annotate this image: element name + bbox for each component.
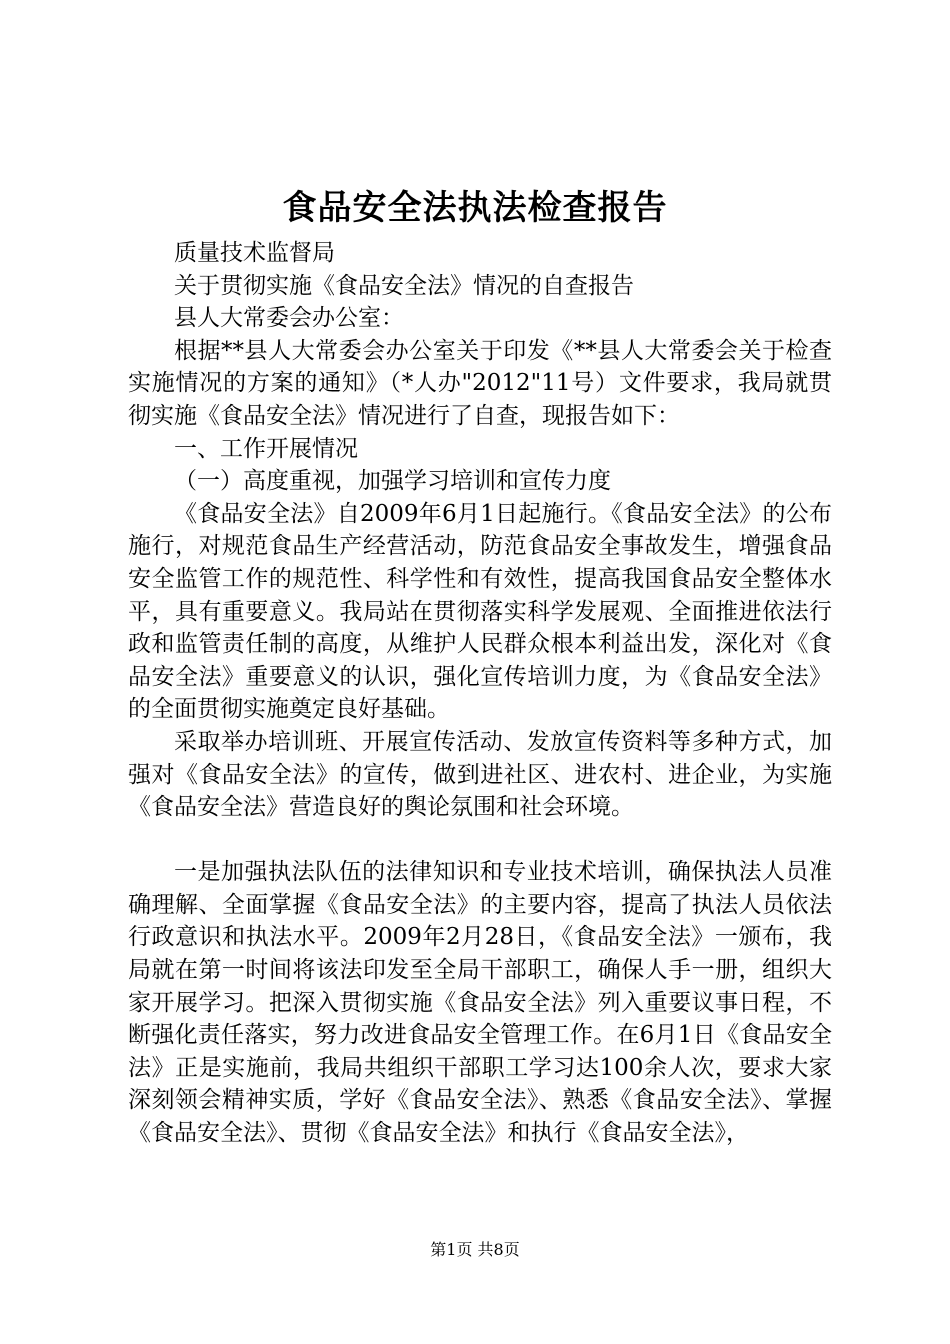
recipient-paragraph: 县人大常委会办公室： bbox=[174, 305, 404, 332]
paragraph-spacer bbox=[128, 824, 832, 857]
org-name-paragraph: 质量技术监督局 bbox=[174, 240, 335, 266]
subsection-heading: （一）高度重视，加强学习培训和宣传力度 bbox=[174, 468, 611, 495]
document-body bbox=[128, 237, 832, 1150]
intro-paragraph: 根据**县人大常委会办公室关于印发《**县人大常委会关于检查实施情况的方案的通知》（*人办"2012"11号）文件要求，我局就贯彻实施《食品安全法》情况进行了自查，现报告如下： bbox=[128, 337, 832, 429]
body-paragraph: 《食品安全法》自2009年6月1日起施行。《食品安全法》的公布施行，对规范食品生产经营活动，防范食品安全事故发生，增强食品安全监管工作的规范性、科学性和有效性，提高我国食品安全整体水平，具有重要意义。我局站在贯彻落实科学发展观、全面推进依法行政和监管责任制的高度，从维护人民群众根本利益出发，深化对《食品安全法》重要意义的认识，强化宣传培训力度，为《食品安全法》的全面贯彻实施奠定良好基础。 bbox=[128, 500, 832, 723]
report-subtitle-paragraph: 关于贯彻实施《食品安全法》情况的自查报告 bbox=[174, 272, 634, 299]
body-paragraph: 一是加强执法队伍的法律知识和专业技术培训，确保执法人员准确理解、全面掌握《食品安全法》的主要内容，提高了执法人员依法行政意识和执法水平。2009年2月28日，《食品安全法》一颁布，我局就在第一时间将该法印发至全局干部职工，确保人手一册，组织大家开展学习。把深入贯彻实施《食品安全法》列入重要议事日程，不断强化责任落实，努力改进食品安全管理工作。在6月1日《食品安全法》正是实施前，我局共组织干部职工学习达100余人次，要求大家深刻领会精神实质，学好《食品安全法》、熟悉《食品安全法》、掌握《食品安全法》、贯彻《食品安全法》和执行《食品安全法》， bbox=[128, 859, 832, 1147]
page-footer: 第1页 共8页 bbox=[430, 1240, 520, 1259]
document-title: 食品安全法执法检查报告 bbox=[282, 188, 668, 228]
body-paragraph: 采取举办培训班、开展宣传活动、发放宣传资料等多种方式，加强对《食品安全法》的宣传，做到进社区、进农村、进企业，为实施《食品安全法》营造良好的舆论氛围和社会环境。 bbox=[128, 728, 832, 821]
section-heading: 一、工作开展情况 bbox=[174, 435, 358, 462]
